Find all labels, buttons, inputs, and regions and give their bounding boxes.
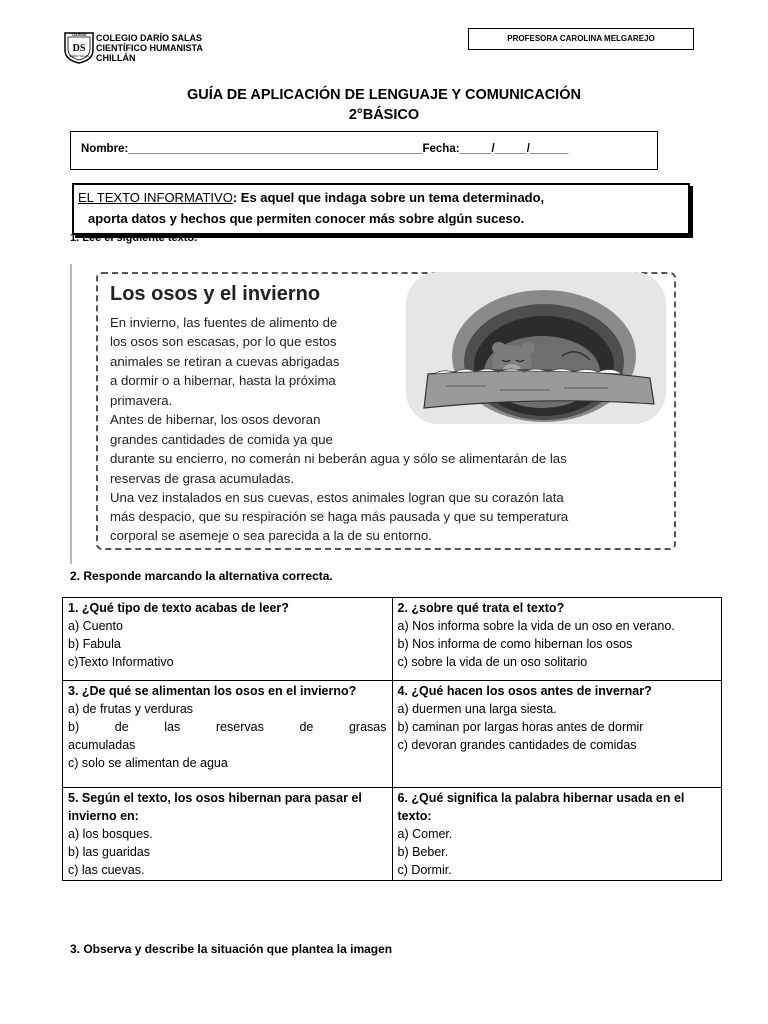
question-4: 4. ¿Qué hacen los osos antes de invernar? (397, 684, 652, 698)
reading-line: primavera. (110, 393, 173, 408)
logo-monogram: DS (72, 43, 86, 54)
reading-line: corporal se asemeje o sea parecida a la de su entorno. (110, 528, 432, 543)
definition-term: EL TEXTO INFORMATIVO (78, 190, 233, 205)
instruction-2: 2. Responde marcando la alternativa correcta. (70, 569, 333, 583)
table-row (63, 788, 722, 881)
reading-line: animales se retiran a cuevas abrigadas (110, 354, 340, 369)
answer-option[interactable]: a) duermen una larga siesta. (397, 702, 557, 716)
page-title: GUÍA DE APLICACIÓN DE LENGUAJE Y COMUNICACIÓN (187, 87, 581, 103)
answer-option[interactable]: c) devoran grandes cantidades de comidas (397, 738, 637, 752)
reading-line: Una vez instalados en sus cuevas, estos animales logran que su corazón lata (110, 490, 564, 505)
table-row (63, 598, 722, 681)
question-5: 5. Según el texto, los osos hibernan para pasar el invierno en: (68, 791, 362, 823)
answer-option[interactable]: c) las cuevas. (68, 863, 145, 877)
question-2: 2. ¿sobre qué trata el texto? (397, 601, 565, 615)
answer-option[interactable]: a) Cuento (68, 619, 123, 633)
student-info-box (70, 131, 658, 170)
school-crest-logo (62, 30, 96, 64)
question-cell-2 (392, 598, 722, 681)
name-date-fields[interactable]: Nombre:______________________________________________Fecha:_____/_____/______ (81, 143, 569, 155)
answer-option[interactable]: c) sobre la vida de un oso solitario (397, 655, 588, 669)
logo-text-top: COLEGIO (71, 33, 87, 38)
answer-option[interactable]: b) Fabula (68, 637, 121, 651)
question-cell-1 (63, 598, 393, 681)
school-name (96, 33, 203, 63)
sleeping-bear-cave-illustration (404, 270, 668, 426)
definition-line2: aporta datos y hechos que permiten conocer más sobre algún suceso. (88, 211, 525, 226)
answer-option[interactable]: b) las guaridas (68, 845, 150, 859)
reading-title: Los osos y el invierno (110, 283, 321, 305)
answer-option[interactable]: a) Nos informa sobre la vida de un oso en verano. (397, 619, 675, 633)
answer-option[interactable]: c)Texto Informativo (68, 655, 174, 669)
reading-line: más despacio, que su respiración se haga más pausada y que su temperatura (110, 509, 569, 524)
answer-option[interactable]: a) de frutas y verduras (68, 702, 194, 716)
reading-margin-line (70, 264, 72, 564)
page-subtitle-grade: 2°BÁSICO (348, 107, 420, 123)
answer-option[interactable]: b) Beber. (397, 845, 449, 859)
answer-option[interactable]: b) de las reservas de grasas (68, 720, 387, 734)
reading-line: Antes de hibernar, los osos devoran (110, 412, 321, 427)
question-1: 1. ¿Qué tipo de texto acabas de leer? (68, 601, 289, 615)
instruction-1: 1. Lee el siguiente texto. (70, 232, 198, 244)
reading-line: durante su encierro, no comerán ni beberán agua y sólo se alimentarán de las (110, 451, 567, 466)
questions-table (62, 597, 722, 881)
reading-line: los osos son escasas, por lo que estos (110, 334, 337, 349)
definition-line1-text: : Es aquel que indaga sobre un tema determinado, (232, 190, 545, 205)
answer-option-continuation[interactable]: acumuladas (68, 738, 136, 752)
answer-option[interactable]: b) caminan por largas horas antes de dormir (397, 720, 644, 734)
school-name-line1: COLEGIO DARÍO SALAS (96, 33, 203, 43)
reading-line: reservas de grasa acumuladas. (110, 471, 294, 486)
table-row (63, 681, 722, 788)
school-name-line3: CHILLÁN (96, 53, 136, 63)
reading-line: a dormir o a hibernar, hasta la próxima (110, 373, 336, 388)
definition-line1 (78, 190, 544, 205)
question-6: 6. ¿Qué significa la palabra hibernar usada en el texto: (397, 791, 685, 823)
reading-line: grandes cantidades de comida ya que (110, 432, 333, 447)
question-cell-4 (392, 681, 722, 788)
question-cell-6 (392, 788, 722, 881)
reading-line: En invierno, las fuentes de alimento de (110, 315, 338, 330)
logo-text-bottom: DARÍO SALAS (68, 54, 90, 58)
school-name-line2: CIENTÍFICO HUMANISTA (96, 43, 203, 53)
teacher-name-box: PROFESORA CAROLINA MELGAREJO (468, 28, 694, 50)
question-cell-5 (63, 788, 393, 881)
question-cell-3 (63, 681, 393, 788)
answer-option[interactable]: c) Dormir. (397, 863, 452, 877)
answer-option[interactable]: c) solo se alimentan de agua (68, 756, 228, 770)
instruction-3: 3. Observa y describe la situación que plantea la imagen (70, 942, 393, 956)
definition-box (72, 183, 690, 235)
answer-option[interactable]: b) Nos informa de como hibernan los osos (397, 637, 633, 651)
answer-option[interactable]: a) Comer. (397, 827, 453, 841)
question-3: 3. ¿De qué se alimentan los osos en el invierno? (68, 684, 357, 698)
answer-option[interactable]: a) los bosques. (68, 827, 153, 841)
